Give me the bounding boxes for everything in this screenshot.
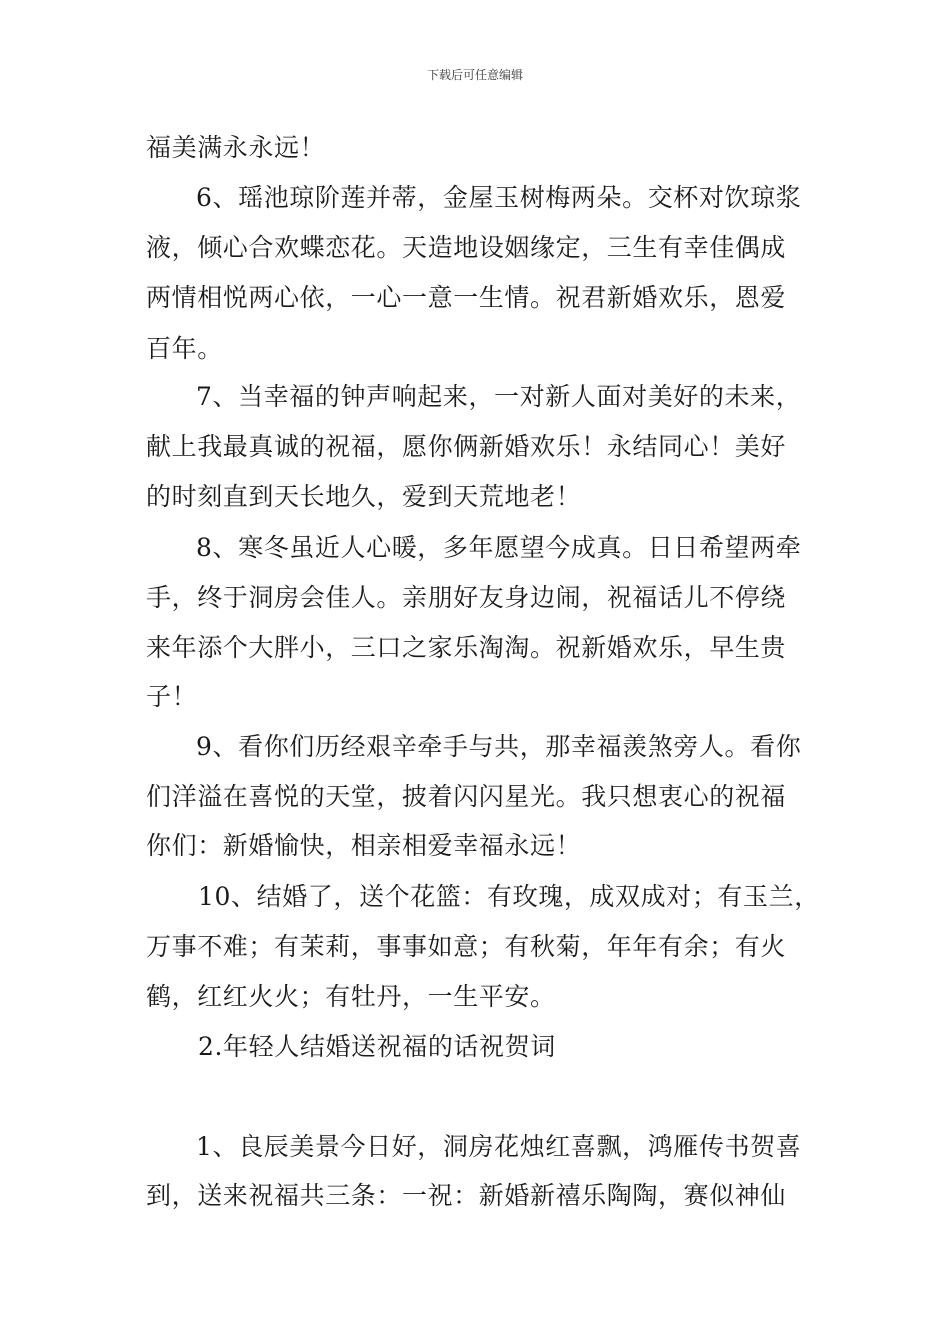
body-line: 的时刻直到天长地久，爱到天荒地老！ — [146, 482, 582, 511]
body-line: 7、当幸福的钟声响起来，一对新人面对美好的未来， — [196, 382, 802, 411]
body-line: 液，倾心合欢蝶恋花。天造地设姻缘定，三生有幸佳偶成 — [146, 233, 787, 262]
body-line: 6、瑶池琼阶莲并蒂，金屋玉树梅两朵。交杯对饮琼浆 — [196, 183, 802, 212]
body-line: 们洋溢在喜悦的天堂，披着闪闪星光。我只想衷心的祝福 — [146, 782, 787, 811]
body-line: 8、寒冬虽近人心暖，多年愿望今成真。日日希望两牵 — [196, 533, 802, 562]
body-line: 万事不难；有茉莉，事事如意；有秋菊，年年有余；有火 — [146, 932, 787, 961]
body-line: 来年添个大胖小，三口之家乐淘淘。祝新婚欢乐，早生贵 — [146, 633, 787, 662]
body-line: 10、结婚了，送个花篮：有玫瑰，成双成对；有玉兰， — [198, 882, 820, 911]
body-line: 献上我最真诚的祝福，愿你俩新婚欢乐！永结同心！美好 — [146, 432, 787, 461]
body-line: 百年。 — [146, 334, 223, 363]
body-line: 9、看你们历经艰辛牵手与共，那幸福羡煞旁人。看你 — [196, 732, 802, 761]
body-line: 1、良辰美景今日好，洞房花烛红喜飘，鸿雁传书贺喜 — [196, 1132, 802, 1161]
body-line: 子！ — [146, 682, 198, 711]
body-line: 鹤，红红火火；有牡丹，一生平安。 — [146, 982, 556, 1011]
body-line: 福美满永永远！ — [146, 133, 326, 162]
body-line: 手，终于洞房会佳人。亲朋好友身边闹，祝福话儿不停绕 — [146, 583, 787, 612]
body-line: 到，送来祝福共三条：一祝：新婚新禧乐陶陶，赛似神仙 — [146, 1181, 787, 1210]
section-heading: 2.年轻人结婚送祝福的话祝贺词 — [198, 1032, 556, 1061]
body-line: 两情相悦两心依，一心一意一生情。祝君新婚欢乐，恩爱 — [146, 283, 787, 312]
body-line: 你们：新婚愉快，相亲相爱幸福永远！ — [146, 831, 582, 860]
page-header: 下载后可任意编辑 — [426, 68, 523, 82]
